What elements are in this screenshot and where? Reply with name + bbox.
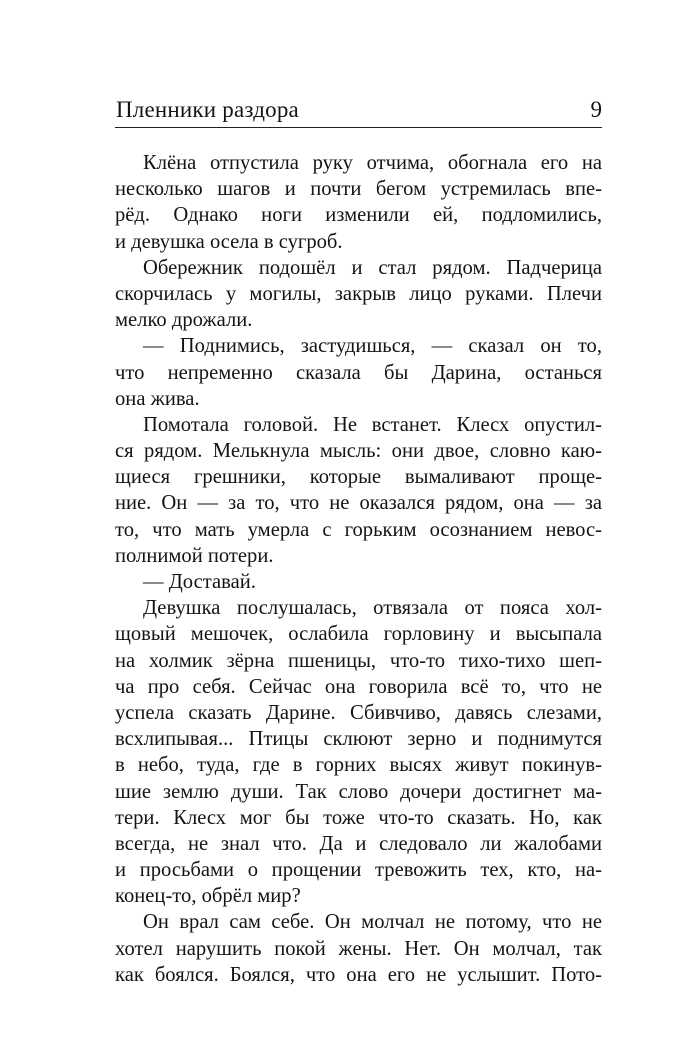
text-line: как боялся. Боялся, что она его не услышит. Пото- (115, 963, 602, 986)
text-line: — Поднимись, застудишься, — сказал он то, (143, 335, 602, 358)
text-line: в небо, туда, где в горних высях живут покинув- (115, 754, 602, 777)
body-text (115, 150, 602, 988)
text-line: на холмик зёрна пшеницы, что-то тихо-тихо шеп- (115, 649, 602, 672)
text-line: Обережник подошёл и стал рядом. Падчерица (143, 256, 602, 279)
text-line: она жива. (115, 387, 200, 410)
text-line: Клёна отпустила руку отчима, обогнала его на (143, 152, 602, 174)
text-line: всегда, не знал что. Да и следовало ли жалобами (115, 832, 602, 855)
text-line: Помотала головой. Не встанет. Клесх опустил- (143, 413, 602, 436)
text-line: и девушка осела в сугроб. (115, 230, 343, 253)
text-line: хотел нарушить покой жены. Нет. Он молчал, так (115, 937, 602, 960)
text-line: тери. Клесх мог бы тоже что-то сказать. Но, как (115, 806, 602, 829)
text-line: ся рядом. Мелькнула мысль: они двое, словно каю- (115, 440, 602, 463)
text-line: несколько шагов и почти бегом устремилась впе- (115, 178, 602, 201)
text-line: Он врал сам себе. Он молчал не потому, что не (143, 911, 602, 934)
text-line: шие землю души. Так слово дочери достигнет ма- (115, 780, 602, 803)
text-line: и просьбами о прощении тревожить тех, кто, на- (115, 859, 602, 882)
text-line: всхлипывая... Птицы склюют зерно и поднимутся (115, 728, 602, 751)
text-line: рёд. Однако ноги изменили ей, подломились, (115, 204, 602, 227)
text-line: ча про себя. Сейчас она говорила всё то, что не (115, 675, 602, 698)
text-line: полнимой потери. (115, 544, 274, 567)
page-number: 9 (590, 97, 602, 122)
text-line: успела сказать Дарине. Сбивчиво, давясь слезами, (115, 701, 602, 724)
text-line: Девушка послушалась, отвязала от пояса хол- (143, 597, 602, 620)
text-line: что непременно сказала бы Дарина, останься (115, 361, 602, 384)
text-line: — Доставай. (143, 571, 256, 593)
text-line: конец-то, обрёл мир? (115, 885, 301, 908)
running-header (115, 94, 602, 128)
text-line: ние. Он — за то, что не оказался рядом, она — за (115, 492, 602, 515)
text-line: то, что мать умерла с горьким осознанием невос- (115, 518, 602, 541)
book-title: Пленники раздора (116, 97, 299, 122)
text-line: щовый мешочек, ослабила горловину и высыпала (115, 623, 602, 646)
text-line: мелко дрожали. (115, 309, 253, 332)
text-line: скорчилась у могилы, закрыв лицо руками. Плечи (115, 282, 602, 305)
text-line: щиеся грешники, которые вымаливают проще- (115, 466, 602, 489)
